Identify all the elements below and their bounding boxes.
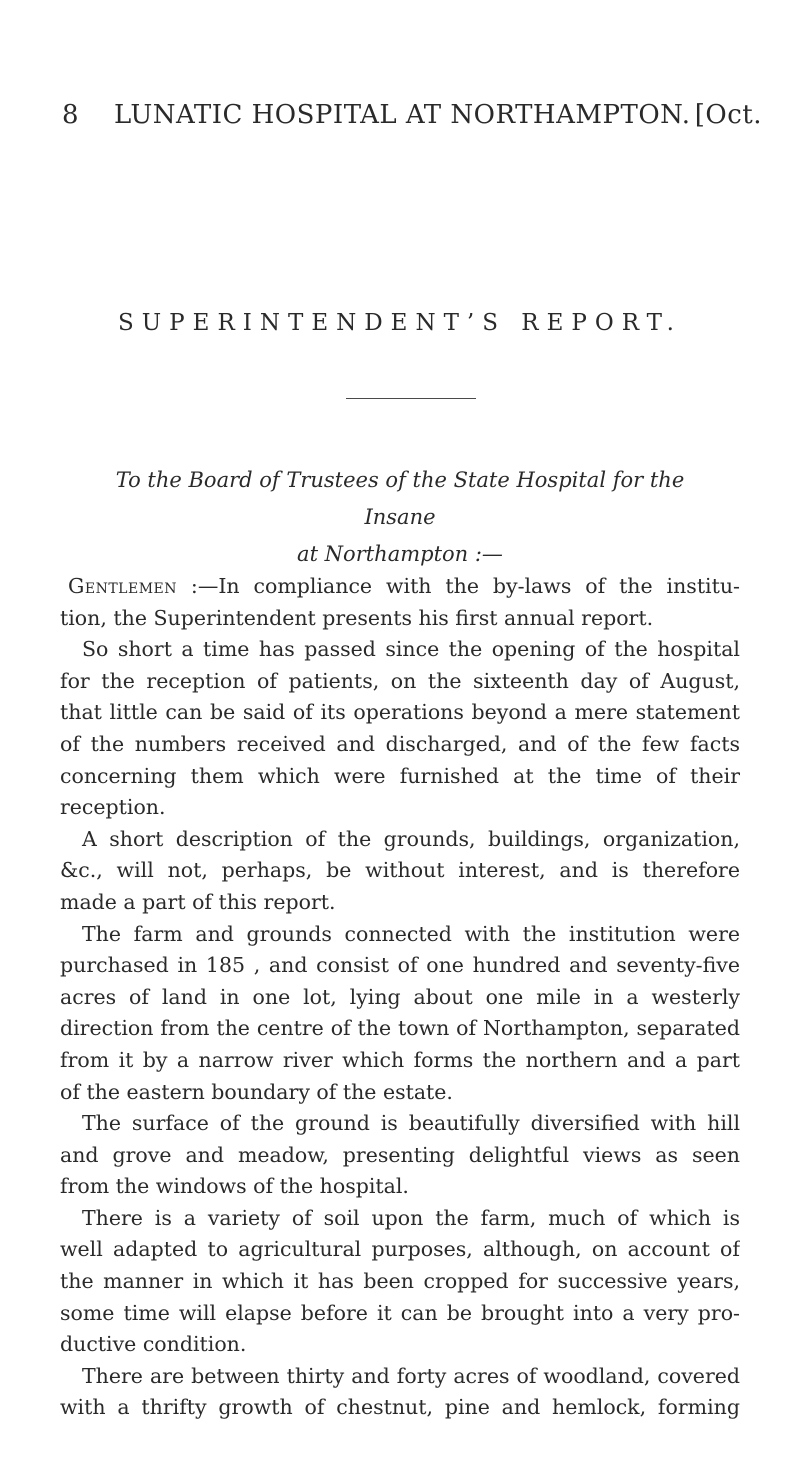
text-line: of the numbers received and discharged, and of the few facts [60,731,740,756]
text-line-content: :—In compliance with the by-laws of the institu- [190,574,740,598]
text-line: The farm and grounds connected with the institution were [82,921,740,946]
page-number: 8 [62,100,80,130]
text-line: the manner in which it has been cropped for successive years, [60,1269,740,1294]
running-header [62,100,762,140]
report-body [60,571,740,1424]
text-line: with a thrifty growth of chestnut, pine and hemlock, forming [60,1395,740,1420]
text-line: tion, the Superintendent presents his first annual report. [60,605,654,630]
paragraph [60,1108,740,1203]
text-line: A short description of the grounds, buildings, organization, [82,826,740,851]
text-line: So short a time has passed since the opening of the hospital [82,637,740,662]
paragraph [60,634,740,824]
text-line: from it by a narrow river which forms the northern and a part [60,1047,740,1072]
text-line: of the eastern boundary of the estate. [60,1079,453,1104]
text-line: direction from the centre of the town of Northampton, separated [60,1016,740,1041]
paragraph [60,1203,740,1361]
header-date: [Oct. [694,100,762,130]
text-line: &c., will not, perhaps, be without interest, and is therefore [60,858,740,883]
text-line: for the reception of patients, on the sixteenth day of August, [60,668,740,693]
address-block [80,462,720,573]
title-divider [346,398,476,399]
text-line: some time will elapse before it can be brought into a very pro- [60,1300,740,1325]
text-line: purchased in 185 , and consist of one hundred and seventy-five [60,953,740,978]
text-line: made a part of this report. [60,889,336,914]
paragraph-salutation [60,571,740,634]
text-line: that little can be said of its operations beyond a mere statement [60,700,740,725]
text-line: The surface of the ground is beautifully diversified with hill [82,1111,740,1136]
text-line: reception. [60,795,166,820]
text-line: There is a variety of soil upon the farm, much of which is [82,1205,740,1230]
paragraph [60,824,740,919]
paragraph [60,919,740,1109]
text-line [60,571,740,603]
text-line: and grove and meadow, presenting delightful views as seen [60,1142,740,1167]
report-title: SUPERINTENDENT’S REPORT. [118,310,682,336]
salutation: Gentlemen [68,574,178,598]
text-line: ductive condition. [60,1332,247,1357]
text-line: concerning them which were furnished at the time of their [60,763,740,788]
text-line: well adapted to agricultural purposes, although, on account of [60,1237,740,1262]
paragraph [60,1361,740,1424]
text-line: acres of land in one lot, lying about one mile in a westerly [60,984,740,1009]
text-line: There are between thirty and forty acres of woodland, covered [82,1363,740,1388]
running-title: LUNATIC HOSPITAL AT NORTHAMPTON. [114,100,691,130]
text-line: from the windows of the hospital. [60,1174,409,1199]
address-line-2: at Northampton :— [297,542,503,566]
address-line-1: To the Board of Trustees of the State Hospital for the Insane [115,468,685,529]
